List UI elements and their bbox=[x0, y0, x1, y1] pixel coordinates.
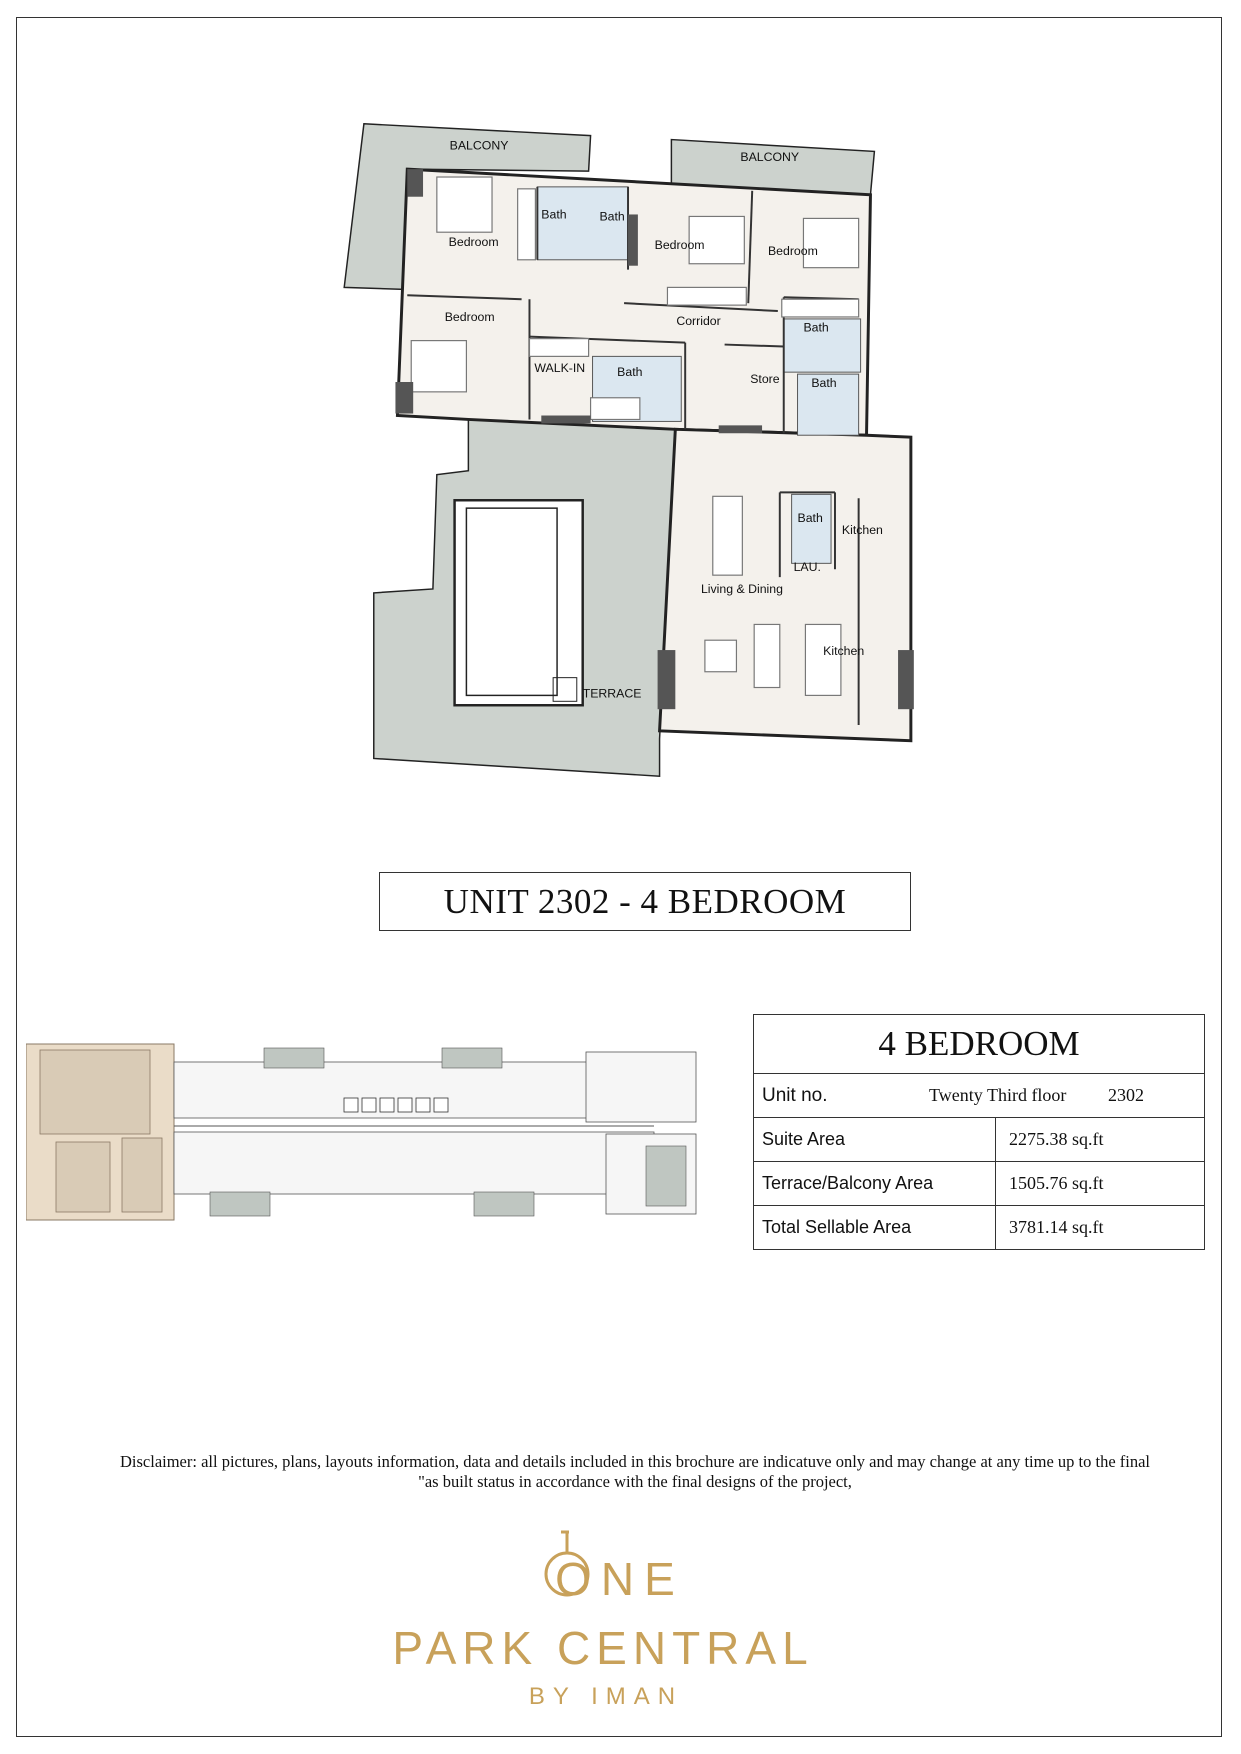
logo-line-park-central: PARK CENTRAL bbox=[392, 1622, 814, 1674]
interior-living bbox=[660, 429, 911, 740]
unit-no-row bbox=[754, 1074, 1205, 1118]
row-label: Total Sellable Area bbox=[754, 1206, 996, 1250]
label-store: Store bbox=[750, 371, 780, 386]
label-living-dining: Living & Dining bbox=[700, 581, 783, 596]
island bbox=[805, 624, 840, 695]
bed-4 bbox=[411, 341, 466, 392]
table-heading: 4 BEDROOM bbox=[754, 1015, 1205, 1074]
bathtub bbox=[591, 398, 640, 420]
label-bath-2: Bath bbox=[599, 209, 625, 224]
label-balcony-2: BALCONY bbox=[740, 150, 800, 165]
label-bath-4: Bath bbox=[617, 365, 643, 380]
label-corridor: Corridor bbox=[676, 313, 721, 328]
row-value: 2275.38 sq.ft bbox=[996, 1118, 1205, 1162]
unit-no-label: Unit no. bbox=[762, 1084, 828, 1106]
wardrobe-1 bbox=[518, 189, 536, 260]
brand-logo bbox=[370, 1520, 870, 1710]
table-row bbox=[754, 1206, 1205, 1250]
row-value: 3781.14 sq.ft bbox=[996, 1206, 1205, 1250]
label-bath-1: Bath bbox=[541, 207, 567, 222]
label-bedroom-3: Bedroom bbox=[767, 243, 818, 258]
row-label: Terrace/Balcony Area bbox=[754, 1162, 996, 1206]
coffee-table bbox=[705, 640, 737, 672]
label-lau: LAU. bbox=[793, 560, 821, 575]
logo-line-by-iman: BY IMAN bbox=[528, 1683, 684, 1710]
label-terrace: TERRACE bbox=[582, 686, 642, 701]
disclaimer-line-2: "as built status in accordance with the final designs of the project, bbox=[418, 1472, 852, 1491]
row-value: 1505.76 sq.ft bbox=[996, 1162, 1205, 1206]
label-bath-5: Bath bbox=[811, 375, 837, 390]
label-walk-in: WALK-IN bbox=[534, 361, 586, 376]
unit-floor-plan bbox=[330, 110, 930, 790]
label-bath-3: Bath bbox=[803, 320, 829, 335]
bed-1 bbox=[437, 177, 492, 232]
label-kitchen-2: Kitchen bbox=[823, 643, 865, 658]
disclaimer bbox=[70, 1452, 1200, 1492]
dining-table bbox=[713, 496, 743, 575]
label-balcony-1: BALCONY bbox=[449, 138, 509, 153]
table-row bbox=[754, 1162, 1205, 1206]
unit-info-table bbox=[753, 1014, 1205, 1250]
disclaimer-line-1: Disclaimer: all pictures, plans, layouts information, data and details included in this brochure are indicatuve only and may change at any time up to the final bbox=[119, 1452, 1151, 1471]
key-plan bbox=[26, 1042, 728, 1222]
label-bedroom-1: Bedroom bbox=[448, 235, 499, 249]
unit-title: UNIT 2302 - 4 BEDROOM bbox=[379, 872, 911, 931]
logo-line-one: ONE bbox=[555, 1553, 685, 1605]
label-bath-6: Bath bbox=[797, 510, 823, 525]
label-bedroom-2: Bedroom bbox=[654, 237, 705, 252]
wardrobe-3 bbox=[667, 287, 746, 305]
wardrobe-4 bbox=[782, 299, 859, 317]
label-kitchen-1: Kitchen bbox=[841, 522, 883, 537]
bath-area-5 bbox=[792, 494, 831, 563]
floor-value: Twenty Third floor bbox=[929, 1085, 1067, 1105]
sofa bbox=[754, 624, 780, 687]
label-bedroom-4: Bedroom bbox=[444, 309, 495, 324]
table-row bbox=[754, 1118, 1205, 1162]
row-label: Suite Area bbox=[754, 1118, 996, 1162]
wardrobe-2 bbox=[529, 339, 588, 357]
unit-no-value: 2302 bbox=[1108, 1085, 1144, 1105]
